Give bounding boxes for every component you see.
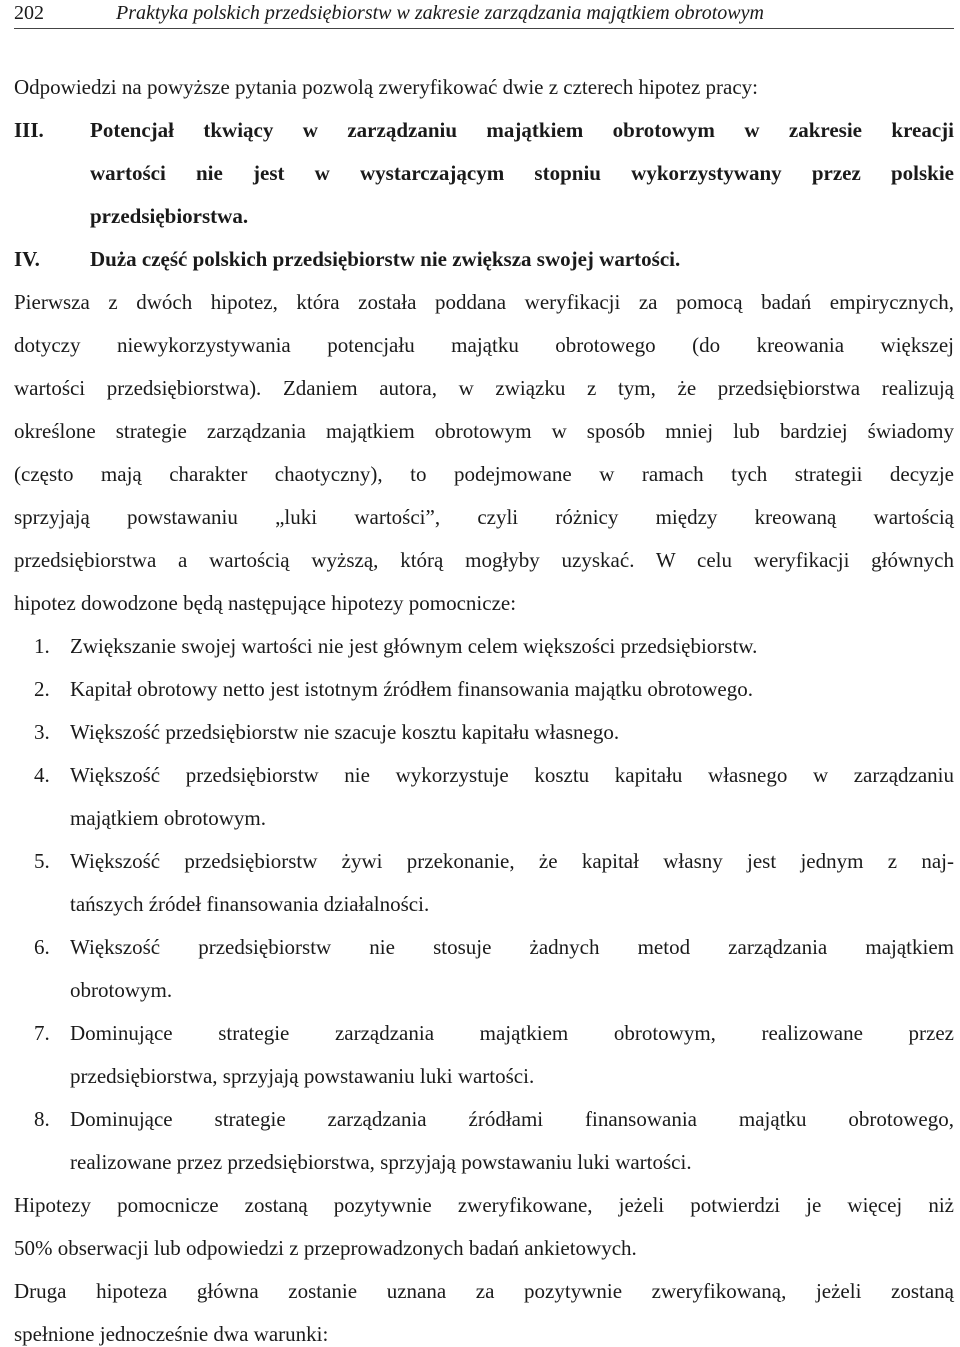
list-number: 4. xyxy=(34,763,50,787)
list-item xyxy=(14,1020,954,1046)
list-text: Dominujące strategie zarządzania majątkiem obrotowym, realizowane przez xyxy=(70,1021,954,1045)
hypothesis-line: przedsiębiorstwa. xyxy=(90,204,249,228)
hypothesis-iv xyxy=(14,246,954,272)
list-item xyxy=(14,719,954,745)
intro-sentence: Odpowiedzi na powyższe pytania pozwolą zweryfikować dwie z czterech hipotez pracy: xyxy=(14,75,759,99)
paragraph-line: Druga hipoteza główna zostanie uznana za pozytywnie zweryfikowaną, jeżeli zostaną xyxy=(14,1279,954,1303)
paragraph-line: wartości przedsiębiorstwa). Zdaniem autora, w związku z tym, że przedsiębiorstwa realizują xyxy=(14,376,954,400)
paragraph-line: sprzyjają powstawaniu „luki wartości”, czyli różnicy między kreowaną wartością xyxy=(14,505,954,529)
list-item-cont xyxy=(14,805,954,831)
hypothesis-line: Duża część polskich przedsiębiorstw nie zwiększa swojej wartości. xyxy=(90,247,681,271)
hypothesis-label: III. xyxy=(14,118,44,142)
hypothesis-label: IV. xyxy=(14,247,40,271)
list-item xyxy=(14,1106,954,1132)
list-number: 6. xyxy=(34,935,50,959)
paragraph-line: Pierwsza z dwóch hipotez, która została poddana weryfikacji za pomocą badań empirycznych, xyxy=(14,290,954,314)
list-item xyxy=(14,934,954,960)
paragraph-line: przedsiębiorstwa a wartością wyższą, którą mogłyby uzyskać. W celu weryfikacji głównych xyxy=(14,548,954,572)
list-text: realizowane przez przedsiębiorstwa, sprzyjają powstawaniu luki wartości. xyxy=(70,1150,692,1174)
list-item xyxy=(14,848,954,874)
list-item-cont xyxy=(14,1063,954,1089)
list-number: 5. xyxy=(34,849,50,873)
paragraph-line: hipotez dowodzone będą następujące hipotezy pomocnicze: xyxy=(14,591,517,615)
list-item xyxy=(14,676,954,702)
list-text: Większość przedsiębiorstw nie stosuje żadnych metod zarządzania majątkiem xyxy=(70,935,954,959)
list-text: Kapitał obrotowy netto jest istotnym źródłem finansowania majątku obrotowego. xyxy=(70,677,753,701)
list-number: 7. xyxy=(34,1021,50,1045)
list-text: Większość przedsiębiorstw żywi przekonanie, że kapitał własny jest jednym z naj- xyxy=(70,849,954,873)
list-text: tańszych źródeł finansowania działalności. xyxy=(70,892,430,916)
list-number: 3. xyxy=(34,720,50,744)
paragraph-line: spełnione jednocześnie dwa warunki: xyxy=(14,1322,329,1346)
hypothesis-iii-end xyxy=(14,203,954,229)
hypothesis-line: Potencjał tkwiący w zarządzaniu majątkiem obrotowym w zakresie kreacji xyxy=(90,118,954,142)
list-number: 2. xyxy=(34,677,50,701)
hypothesis-iii-cont xyxy=(14,160,954,186)
list-item-cont xyxy=(14,1149,954,1175)
list-text: Dominujące strategie zarządzania źródłami finansowania majątku obrotowego, xyxy=(70,1107,954,1131)
list-number: 8. xyxy=(34,1107,50,1131)
paragraph-line: dotyczy niewykorzystywania potencjału majątku obrotowego (do kreowania większej xyxy=(14,333,954,357)
list-text: obrotowym. xyxy=(70,978,173,1002)
paragraph-line: Hipotezy pomocnicze zostaną pozytywnie zweryfikowane, jeżeli potwierdzi je więcej niż xyxy=(14,1193,954,1217)
list-text: majątkiem obrotowym. xyxy=(70,806,266,830)
list-text: Zwiększanie swojej wartości nie jest głównym celem większości przedsiębiorstw. xyxy=(70,634,758,658)
list-item-cont xyxy=(14,977,954,1003)
paragraph-line: (często mają charakter chaotyczny), to podejmowane w ramach tych strategii decyzje xyxy=(14,462,954,486)
list-text: przedsiębiorstwa, sprzyjają powstawaniu luki wartości. xyxy=(70,1064,535,1088)
list-text: Większość przedsiębiorstw nie wykorzystuje kosztu kapitału własnego w zarządzaniu xyxy=(70,763,954,787)
running-header xyxy=(14,2,954,29)
list-text: Większość przedsiębiorstw nie szacuje kosztu kapitału własnego. xyxy=(70,720,620,744)
page-number: 202 xyxy=(14,2,44,24)
list-number: 1. xyxy=(34,634,50,658)
hypothesis-iii xyxy=(14,117,954,143)
paragraph-line: 50% obserwacji lub odpowiedzi z przeprowadzonych badań ankietowych. xyxy=(14,1236,637,1260)
running-title: Praktyka polskich przedsiębiorstw w zakresie zarządzania majątkiem obrotowym xyxy=(116,2,764,24)
list-item xyxy=(14,762,954,788)
list-item-cont xyxy=(14,891,954,917)
hypothesis-line: wartości nie jest w wystarczającym stopniu wykorzystywany przez polskie xyxy=(90,161,954,185)
paragraph-line: określone strategie zarządzania majątkiem obrotowym w sposób mniej lub bardziej świadomy xyxy=(14,419,954,443)
list-item xyxy=(14,633,954,659)
